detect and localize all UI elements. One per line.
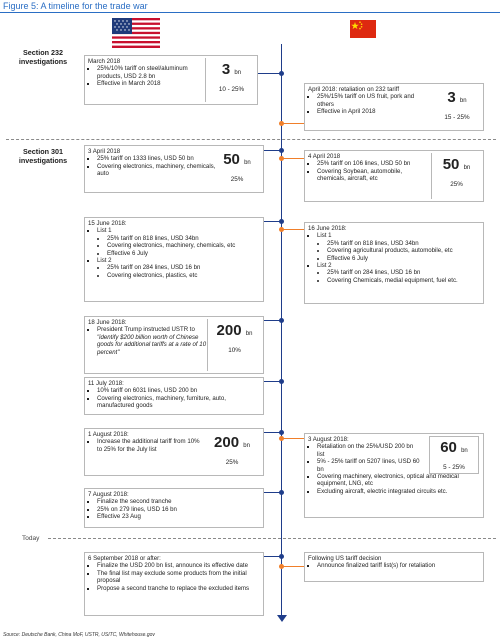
list-item: ▪ Effective in April 2018: [317, 108, 429, 115]
list-item: ▪ Propose a second tranche to replace the excluded items: [97, 585, 260, 592]
connector: [264, 432, 280, 433]
timeline-dot: [279, 121, 284, 126]
list-2: ▪ List 2 • 25% tariff on 284 lines, USD 16 bn • Covering Chemicals, medial equipment, fuel etc.: [317, 262, 480, 284]
cn-april-2018-retaliation-box: [304, 83, 484, 131]
us-flag: [112, 18, 160, 48]
list-item: ▪ 25%/15% tariff on US fruit, pork and others: [317, 93, 429, 108]
cn-3-august-2018-box: [304, 433, 484, 518]
list-item: • Covering electronics, plastics, etc: [107, 272, 260, 279]
timeline-dot: [279, 430, 284, 435]
amount-value: 60 bn: [440, 439, 468, 456]
box-date: 11 July 2018:: [88, 380, 124, 387]
timeline-dot: [279, 71, 284, 76]
list-item: • Covering electronics, machinery, chemicals, etc: [107, 242, 260, 249]
list-item: ▪ Retaliation on the 25%/USD 200 bn list: [317, 443, 415, 458]
list-item: ▪ 5% - 25% tariff on 5207 lines, USD 60 bn: [317, 458, 425, 473]
tariff-rate: 25%: [450, 181, 463, 188]
figure-title-bar: [0, 0, 500, 14]
timeline-axis: [281, 44, 282, 619]
amount-value: 50 bn: [223, 151, 251, 168]
timeline-dot: [279, 379, 284, 384]
list-item: ▪ Finalize the USD 200 bn list, announce its effective date: [97, 562, 260, 569]
connector: [264, 150, 280, 151]
list-item: • Covering Chemicals, medial equipment, fuel etc.: [327, 277, 480, 284]
connector: [264, 492, 280, 493]
list-item: ▪ 25% on 279 lines, USD 16 bn: [97, 506, 260, 513]
list-item: ▪ Covering electronics, machinery, furniture, auto, manufactured goods: [97, 395, 260, 410]
section-divider: [6, 139, 496, 140]
connector: [283, 123, 304, 124]
timeline-dot: [279, 318, 284, 323]
list-2: ▪ List 2 • 25% tariff on 284 lines, USD 16 bn • Covering electronics, plastics, etc: [97, 257, 260, 279]
us-3-april-2018-box: [84, 145, 264, 193]
figure-title: Figure 5: A timeline for the trade war: [3, 1, 148, 11]
cn-4-april-2018-box: [304, 150, 484, 202]
amount-panel: [205, 58, 257, 102]
timeline-dot: [279, 219, 284, 224]
us-6-september-2018-box: [84, 552, 264, 616]
list-item: • Effective 6 July: [107, 250, 260, 257]
list-item: • Effective 6 July: [327, 255, 480, 262]
connector: [264, 381, 280, 382]
today-line: [48, 538, 496, 539]
tariff-rate: 5 - 25%: [443, 464, 465, 471]
box-date: April 2018: retaliation on 232 tariff: [308, 86, 400, 93]
box-date: 18 June 2018:: [88, 319, 127, 326]
timeline-dot: [279, 148, 284, 153]
amount-value: 3 bn: [221, 61, 242, 78]
timeline-dot: [279, 564, 284, 569]
tariff-rate: 25%: [225, 459, 239, 466]
list-1: ▪ List 1 • 25% tariff on 818 lines, USD 34bn • Covering agricultural products, automobile, etc • Effective 6 July: [317, 232, 480, 262]
connector: [264, 320, 280, 321]
section-232-label: Section 232 investigations: [18, 48, 68, 66]
list-item: ▪ 25%/10% tariff on steel/aluminum products, USD 2.8 bn: [97, 65, 207, 80]
section-301-label: Section 301 investigations: [18, 147, 68, 165]
list-item: ▪ 10% tariff on 6031 lines, USD 200 bn: [97, 387, 260, 394]
amount-panel: [429, 436, 479, 474]
list-item: ▪ The final list may exclude some products from the initial proposal: [97, 570, 260, 585]
source-note: Source: Deutsche Bank, China MoF, USTR, USITC, Whitehouse.gov: [3, 632, 155, 638]
tariff-rate: 15 - 25%: [444, 114, 470, 121]
amount-panel: [207, 319, 261, 371]
list-item: ▪ Finalize the second tranche: [97, 498, 260, 505]
amount-panel: [431, 153, 481, 199]
tariff-rate: 10 - 25%: [218, 86, 245, 93]
timeline-dot: [279, 227, 284, 232]
list-item: • 25% tariff on 284 lines, USD 16 bn: [327, 269, 480, 276]
us-18-june-2018-box: [84, 316, 264, 374]
timeline-arrowhead: [277, 615, 287, 622]
timeline-dot: [279, 156, 284, 161]
list-item: • Covering agricultural products, automobile, etc: [327, 247, 480, 254]
list-item: ▪ President Trump instructed USTR to "identify $200 billion worth of Chinese goods for additional tariffs at a rate of 10 percent": [97, 326, 209, 356]
list-item: ▪ Covering Soybean, automobile, chemicals, aircraft, etc: [317, 168, 432, 183]
amount-panel: [203, 431, 261, 473]
list-item: ▪ Effective in March 2018: [97, 80, 207, 87]
title-rule: [0, 12, 500, 13]
us-15-june-2018-box: [84, 217, 264, 302]
list-item: ▪ Covering electronics, machinery, chemicals, auto: [97, 163, 217, 178]
amount-value: 50 bn: [442, 156, 471, 173]
cn-following-decision-box: [304, 552, 484, 582]
list-item: ▪ Covering machinery, electronics, optical and medical equipment, LNG, etc: [317, 473, 480, 488]
connector: [283, 158, 304, 159]
connector: [264, 556, 280, 557]
us-1-august-2018-box: [84, 428, 264, 476]
connector: [283, 229, 304, 230]
list-item: • 25% tariff on 818 lines, USD 34bn: [107, 235, 260, 242]
china-flag: [350, 20, 376, 38]
box-date: 7 August 2018:: [88, 491, 129, 498]
us-march-2018-box: [84, 55, 258, 105]
us-11-july-2018-box: [84, 377, 264, 415]
list-item: ▪ 25% tariff on 106 lines, USD 50 bn: [317, 160, 432, 167]
box-date: 6 September 2018 or after:: [88, 555, 161, 562]
connector: [283, 566, 304, 567]
tariff-rate: 25%: [230, 176, 244, 183]
amount-panel: [213, 148, 261, 190]
list-item: ▪ Announce finalized tariff list(s) for retaliation: [317, 562, 480, 569]
cn-16-june-2018-box: [304, 222, 484, 304]
connector: [258, 73, 280, 74]
list-item: ▪ Excluding aircraft, electric integrated circuits etc.: [317, 488, 480, 495]
timeline-dot: [279, 554, 284, 559]
list-1: ▪ List 1 • 25% tariff on 818 lines, USD 34bn • Covering electronics, machinery, chemicals, etc • Effective 6 July: [97, 227, 260, 257]
amount-panel: [433, 86, 481, 128]
box-date: 1 August 2018:: [88, 431, 129, 438]
list-item: • 25% tariff on 284 lines, USD 16 bn: [107, 264, 260, 271]
box-date: 4 April 2018: [308, 153, 341, 160]
box-date: 3 April 2018: [88, 148, 121, 155]
timeline-dot: [279, 490, 284, 495]
box-date: 16 June 2018:: [308, 225, 347, 232]
box-date: March 2018: [88, 58, 121, 65]
connector: [264, 221, 280, 222]
amount-value: 3 bn: [447, 89, 467, 106]
list-item: ▪ Increase the additional tariff from 10% to 25% for the July list: [97, 438, 203, 453]
box-date: Following US tariff decision: [308, 555, 382, 562]
list-item: ▪ Effective 23 Aug: [97, 513, 260, 520]
tariff-rate: 10%: [228, 347, 241, 354]
today-label: Today: [22, 535, 40, 542]
list-item: • 25% tariff on 818 lines, USD 34bn: [327, 240, 480, 247]
timeline-dot: [279, 436, 284, 441]
connector: [283, 438, 304, 439]
list-item: ▪ 25% tariff on 1333 lines, USD 50 bn: [97, 155, 217, 162]
amount-value: 200 bn: [214, 434, 250, 451]
box-date: 3 August 2018:: [308, 436, 349, 443]
us-7-august-2018-box: [84, 488, 264, 528]
box-date: 15 June 2018:: [88, 220, 127, 227]
amount-value: 200 bn: [216, 322, 253, 339]
